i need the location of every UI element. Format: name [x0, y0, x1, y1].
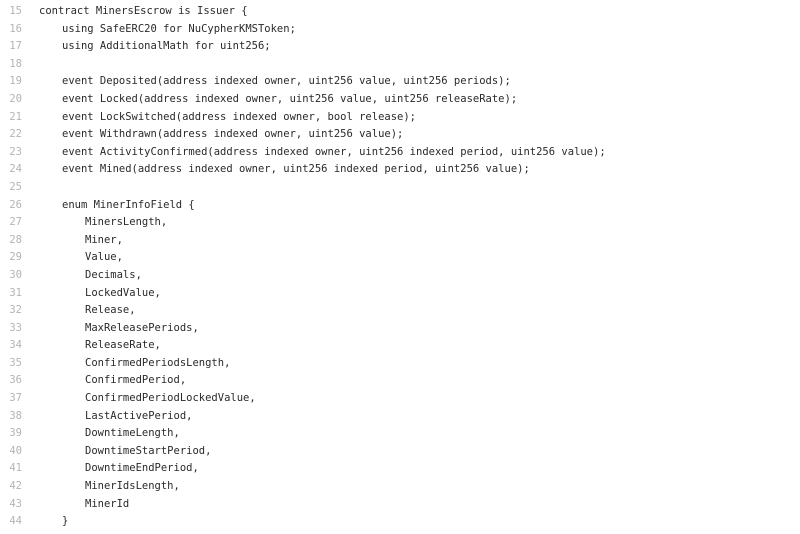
- code-line: [0, 197, 800, 215]
- code-line: [0, 443, 800, 461]
- line-number[interactable]: 18: [9, 57, 22, 70]
- code-line: [0, 126, 800, 144]
- line-code: event Deposited(address indexed owner, uint256 value, uint256 periods);: [62, 75, 511, 88]
- line-number[interactable]: 35: [9, 356, 22, 369]
- line-number[interactable]: 34: [9, 339, 22, 352]
- line-number[interactable]: 24: [9, 163, 22, 176]
- code-line: [0, 3, 800, 21]
- line-code: event Mined(address indexed owner, uint256 indexed period, uint256 value);: [62, 163, 530, 176]
- code-line: [0, 21, 800, 39]
- code-view: [0, 3, 800, 531]
- line-code: LastActivePeriod,: [85, 409, 193, 422]
- line-number[interactable]: 43: [9, 497, 22, 510]
- line-code: MinerId: [85, 497, 130, 510]
- line-number[interactable]: 38: [9, 409, 22, 422]
- line-code: DowntimeLength,: [85, 427, 180, 440]
- line-code: enum MinerInfoField {: [62, 198, 195, 211]
- line-code: DowntimeEndPeriod,: [85, 462, 199, 475]
- code-line: [0, 302, 800, 320]
- line-code: Release,: [85, 304, 136, 317]
- line-number[interactable]: 42: [9, 480, 22, 493]
- line-number[interactable]: 30: [9, 268, 22, 281]
- code-line: [0, 144, 800, 162]
- line-code: ConfirmedPeriodLockedValue,: [85, 392, 256, 405]
- line-number[interactable]: 22: [9, 128, 22, 141]
- line-number[interactable]: 44: [9, 515, 22, 528]
- line-number[interactable]: 21: [9, 110, 22, 123]
- code-line: [0, 267, 800, 285]
- code-line: [0, 249, 800, 267]
- code-line: [0, 285, 800, 303]
- line-code: ConfirmedPeriodsLength,: [85, 356, 231, 369]
- line-number[interactable]: 25: [9, 180, 22, 193]
- line-code: using AdditionalMath for uint256;: [62, 40, 271, 53]
- line-number[interactable]: 27: [9, 216, 22, 229]
- line-number[interactable]: 23: [9, 145, 22, 158]
- code-line: [0, 179, 800, 197]
- line-number[interactable]: 19: [9, 75, 22, 88]
- code-line: [0, 91, 800, 109]
- code-line: [0, 496, 800, 514]
- line-code: MaxReleasePeriods,: [85, 321, 199, 334]
- code-line: [0, 320, 800, 338]
- code-line: [0, 161, 800, 179]
- code-line: [0, 73, 800, 91]
- line-number[interactable]: 28: [9, 233, 22, 246]
- code-line: [0, 513, 800, 531]
- line-number[interactable]: 17: [9, 40, 22, 53]
- line-number[interactable]: 41: [9, 462, 22, 475]
- line-number[interactable]: 15: [9, 5, 22, 17]
- code-line: [0, 390, 800, 408]
- line-number[interactable]: 39: [9, 427, 22, 440]
- code-line: [0, 214, 800, 232]
- line-code: event Withdrawn(address indexed owner, uint256 value);: [62, 128, 404, 141]
- code-line: [0, 372, 800, 390]
- code-line: [0, 478, 800, 496]
- code-line: [0, 355, 800, 373]
- line-number[interactable]: 40: [9, 444, 22, 457]
- line-code: event Locked(address indexed owner, uint256 value, uint256 releaseRate);: [62, 92, 518, 105]
- code-line: [0, 425, 800, 443]
- code-line: [0, 232, 800, 250]
- code-line: [0, 337, 800, 355]
- code-line: [0, 109, 800, 127]
- line-code: contract MinersEscrow is Issuer {: [39, 5, 248, 17]
- code-line: [0, 460, 800, 478]
- line-code: Miner,: [85, 233, 123, 246]
- line-number[interactable]: 32: [9, 304, 22, 317]
- line-code: ConfirmedPeriod,: [85, 374, 187, 387]
- line-code: event LockSwitched(address indexed owner, bool release);: [62, 110, 417, 123]
- line-code: Decimals,: [85, 268, 142, 281]
- line-code: event ActivityConfirmed(address indexed owner, uint256 indexed period, uint256 value);: [62, 145, 606, 158]
- line-code: ReleaseRate,: [85, 339, 161, 352]
- code-line: [0, 408, 800, 426]
- line-code: MinerIdsLength,: [85, 480, 180, 493]
- line-code: }: [62, 515, 69, 528]
- code-line: [0, 38, 800, 56]
- line-code: DowntimeStartPeriod,: [85, 444, 212, 457]
- code-line: [0, 56, 800, 74]
- line-code: LockedValue,: [85, 286, 161, 299]
- line-number[interactable]: 26: [9, 198, 22, 211]
- line-number[interactable]: 29: [9, 251, 22, 264]
- line-number[interactable]: 31: [9, 286, 22, 299]
- line-number[interactable]: 20: [9, 92, 22, 105]
- line-number[interactable]: 16: [9, 22, 22, 35]
- line-code: Value,: [85, 251, 123, 264]
- line-code: MinersLength,: [85, 216, 168, 229]
- line-number[interactable]: 37: [9, 392, 22, 405]
- line-number[interactable]: 33: [9, 321, 22, 334]
- line-code: using SafeERC20 for NuCypherKMSToken;: [62, 22, 296, 35]
- line-number[interactable]: 36: [9, 374, 22, 387]
